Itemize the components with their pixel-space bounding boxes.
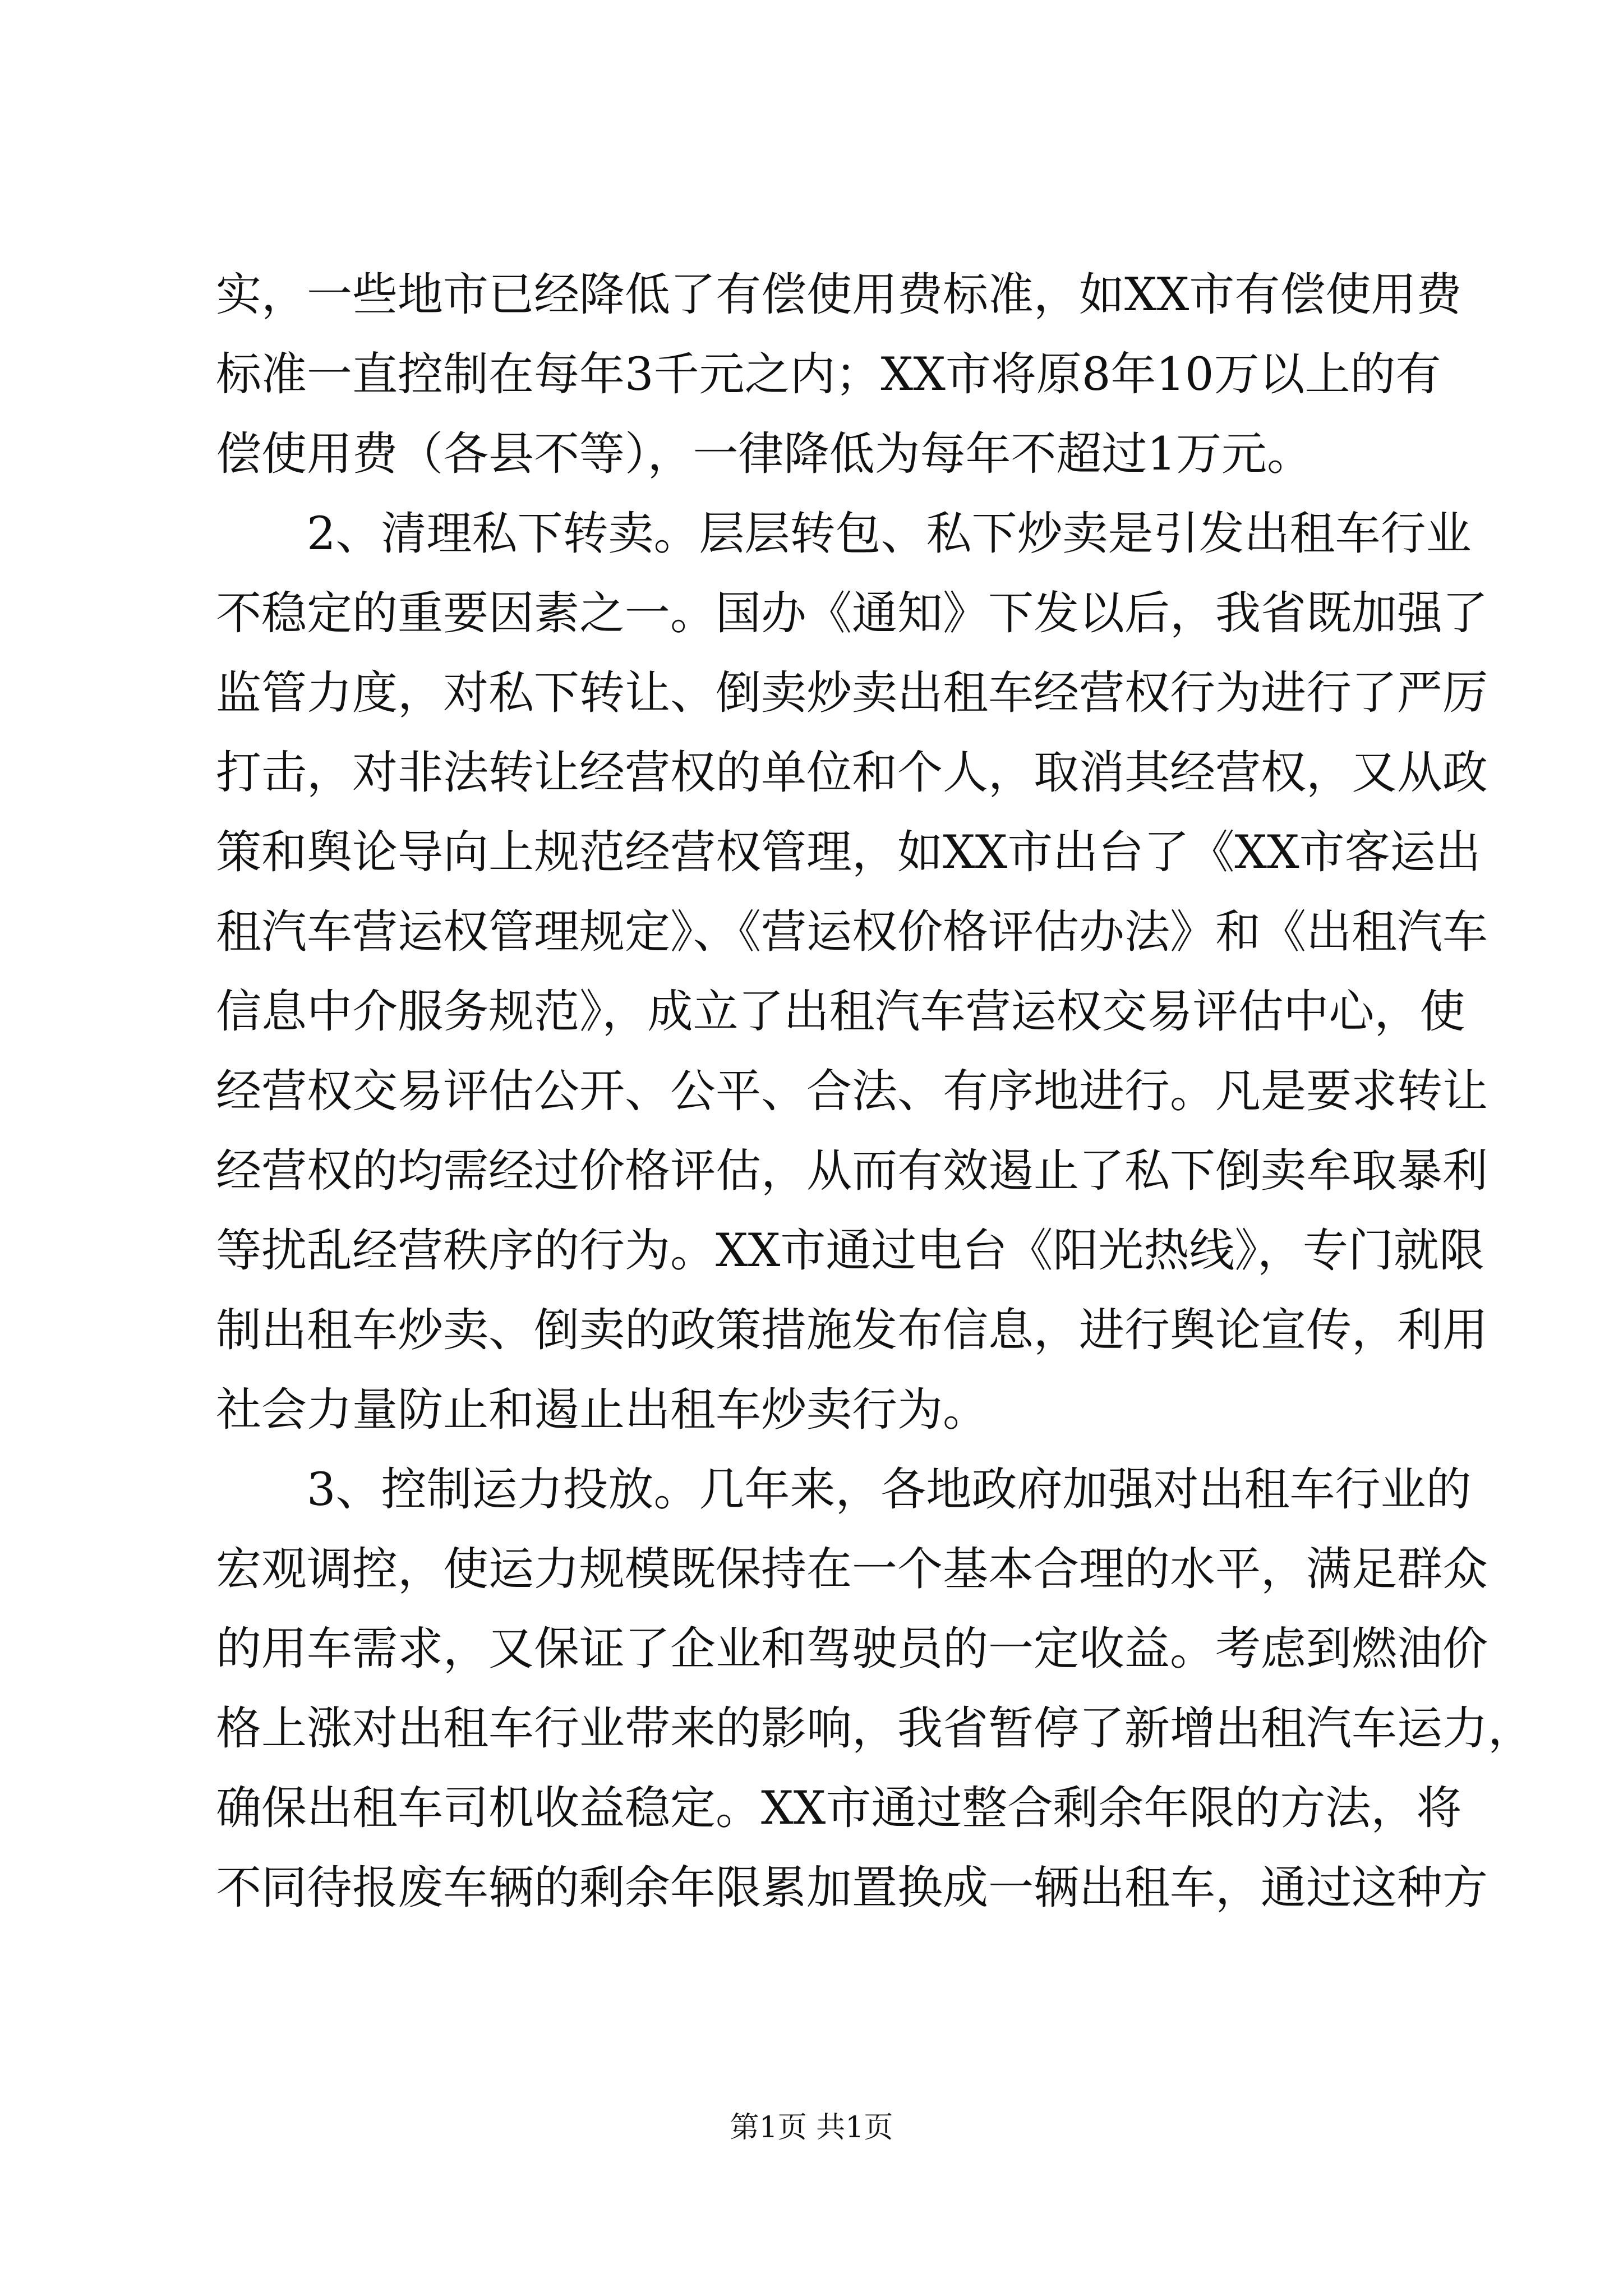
text-line: 社会力量防止和遏止出租车炒卖行为。 [216, 1384, 989, 1437]
text-line: 格上涨对出租车行业带来的影响，我省暂停了新增出租汽车运力， [216, 1703, 1534, 1755]
text-line: 监管力度，对私下转让、倒卖炒卖出租车经营权行为进行了严厉 [216, 667, 1488, 720]
text-line: 不同待报废车辆的剩余年限累加置换成一辆出租车，通过这种方 [216, 1862, 1488, 1915]
text-line: 实，一些地市已经降低了有偿使用费标准，如XX市有偿使用费 [216, 269, 1462, 321]
text-line: 策和舆论导向上规范经营权管理，如XX市出台了《XX市客运出 [216, 826, 1481, 879]
text-line: 经营权交易评估公开、公平、合法、有序地进行。凡是要求转让 [216, 1065, 1488, 1118]
text-line: 信息中介服务规范》，成立了出租汽车营运权交易评估中心，使 [216, 986, 1465, 1038]
text-line: 偿使用费（各县不等），一律降低为每年不超过1万元。 [216, 428, 1313, 481]
text-line: 打击，对非法转让经营权的单位和个人，取消其经营权，又从政 [216, 747, 1488, 799]
text-line: 不稳定的重要因素之一。国办《通知》下发以后，我省既加强了 [216, 587, 1488, 640]
paragraph-start-line: 3、控制运力投放。几年来，各地政府加强对出租车行业的 [307, 1464, 1472, 1516]
text-line: 经营权的均需经过价格评估，从而有效遏止了私下倒卖牟取暴利 [216, 1145, 1488, 1198]
text-line: 等扰乱经营秩序的行为。XX市通过电台《阳光热线》，专门就限 [216, 1225, 1484, 1277]
text-line: 的用车需求，又保证了企业和驾驶员的一定收益。考虑到燃油价 [216, 1623, 1488, 1676]
page-number-footer: 第1页 共1页 [730, 2111, 893, 2145]
text-line: 确保出租车司机收益稳定。XX市通过整合剩余年限的方法，将 [216, 1782, 1462, 1835]
text-line: 制出租车炒卖、倒卖的政策措施发布信息，进行舆论宣传，利用 [216, 1304, 1488, 1357]
paragraph-start-line: 2、清理私下转卖。层层转包、私下炒卖是引发出租车行业 [307, 508, 1472, 560]
text-line: 标准一直控制在每年3千元之内；XX市将原8年10万以上的有 [216, 348, 1441, 401]
document-body [216, 255, 1534, 1928]
text-line: 宏观调控，使运力规模既保持在一个基本合理的水平，满足群众 [216, 1543, 1488, 1596]
text-line: 租汽车营运权管理规定》、《营运权价格评估办法》和《出租汽车 [216, 906, 1488, 959]
